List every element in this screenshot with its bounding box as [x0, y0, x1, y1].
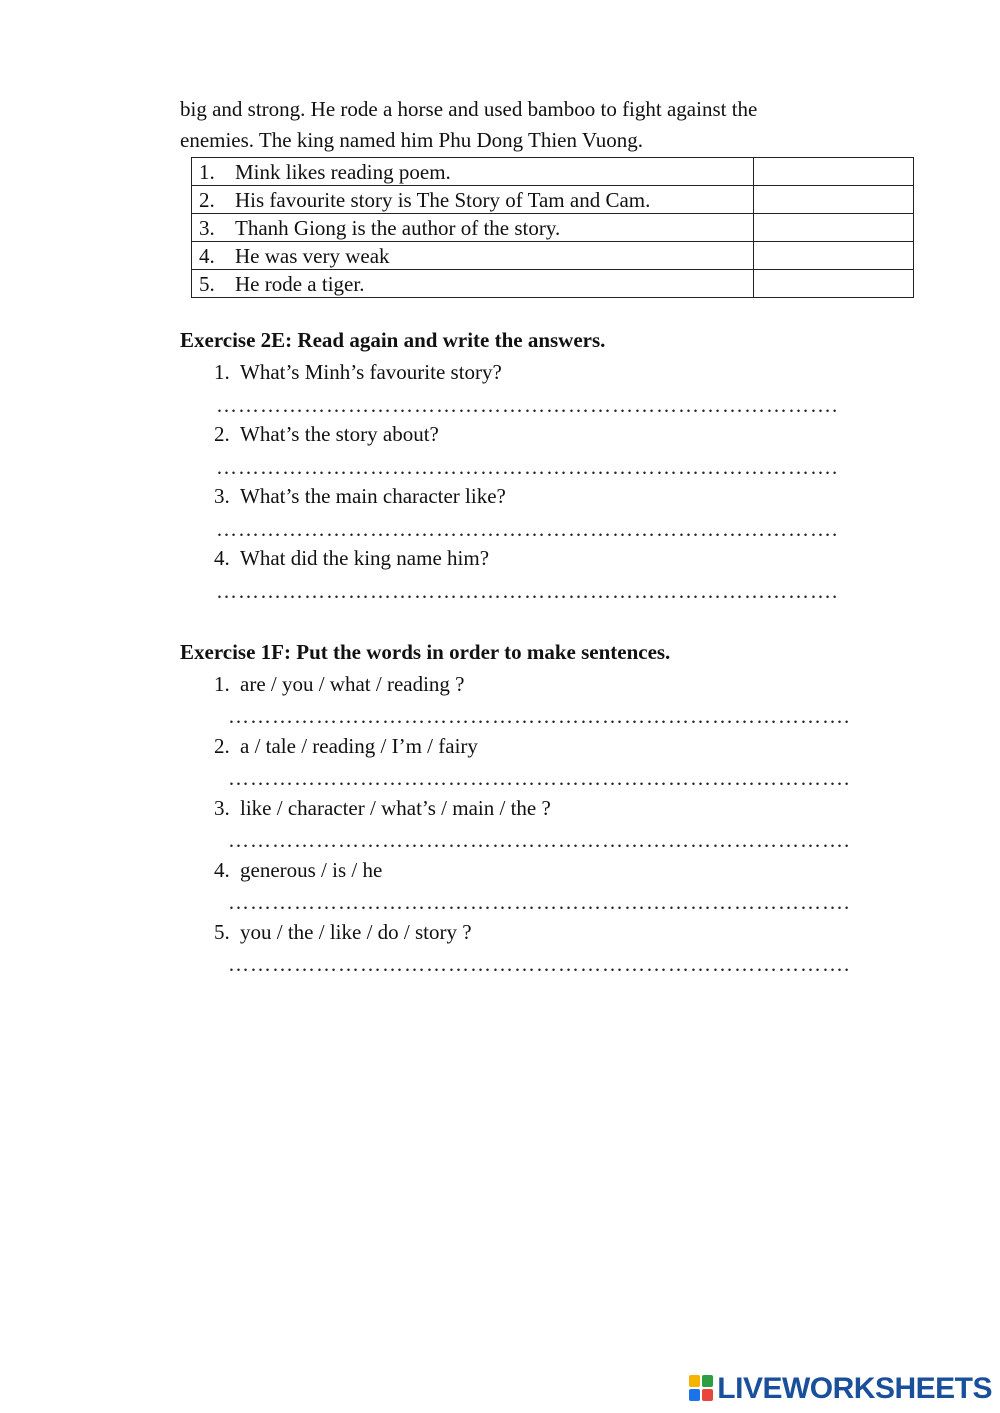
logo-text: LIVEWORKSHEETS [717, 1372, 992, 1405]
item-number: 5. [199, 271, 215, 296]
question [214, 546, 489, 571]
question-text: you / the / like / do / story ? [240, 920, 472, 944]
answer-cell[interactable] [753, 186, 913, 214]
question-number: 3. [214, 796, 230, 820]
item-number: 4. [199, 243, 215, 268]
question-text: a / tale / reading / I’m / fairy [240, 734, 478, 758]
exercise-1f-title: Exercise 1F: Put the words in order to make sentences. [180, 640, 671, 664]
answer-line[interactable]: …………………………………………………………………………. [216, 455, 839, 479]
statement-cell [192, 270, 754, 298]
question-number: 5. [214, 920, 230, 944]
answer-line[interactable]: …………………………………………………………………………. [216, 393, 839, 417]
exercise-2e-title: Exercise 2E: Read again and write the answers. [180, 328, 606, 352]
question-text: What did the king name him? [240, 546, 490, 570]
question [214, 858, 382, 883]
answer-line[interactable]: …………………………………………………………………………. [228, 828, 851, 852]
question [214, 672, 465, 697]
question-text: like / character / what’s / main / the ? [240, 796, 551, 820]
statement-text: Mink likes reading poem. [235, 159, 451, 184]
answer-cell[interactable] [753, 270, 913, 298]
answer-line[interactable]: …………………………………………………………………………. [216, 579, 839, 603]
statement-cell [192, 158, 754, 186]
question [214, 734, 478, 759]
statement-text: Thanh Giong is the author of the story. [235, 215, 561, 240]
answer-cell[interactable] [753, 242, 913, 270]
item-number: 1. [199, 159, 215, 184]
answer-line[interactable]: …………………………………………………………………………. [228, 766, 851, 790]
liveworksheets-logo [689, 1372, 992, 1406]
question [214, 796, 551, 821]
answer-line[interactable]: …………………………………………………………………………. [216, 517, 839, 541]
question-number: 4. [214, 546, 230, 570]
question-text: What’s the main character like? [240, 484, 506, 508]
question [214, 484, 506, 509]
table-row [192, 186, 914, 214]
statement-cell [192, 242, 754, 270]
question-number: 1. [214, 672, 230, 696]
statement-text: He rode a tiger. [235, 271, 365, 296]
table-row [192, 270, 914, 298]
intro-paragraph [180, 94, 757, 156]
intro-line: enemies. The king named him Phu Dong Thien Vuong. [180, 128, 644, 152]
question-number: 3. [214, 484, 230, 508]
table-row [192, 214, 914, 242]
question-number: 2. [214, 734, 230, 758]
answer-cell[interactable] [753, 214, 913, 242]
item-number: 3. [199, 215, 215, 240]
question [214, 360, 502, 385]
question [214, 422, 439, 447]
question [214, 920, 472, 945]
true-false-table [191, 157, 914, 298]
question-number: 1. [214, 360, 230, 384]
intro-line: big and strong. He rode a horse and used bamboo to fight against the [180, 97, 758, 121]
answer-line[interactable]: …………………………………………………………………………. [228, 890, 851, 914]
question-number: 2. [214, 422, 230, 446]
question-number: 4. [214, 858, 230, 882]
table-row [192, 242, 914, 270]
answer-cell[interactable] [753, 158, 913, 186]
item-number: 2. [199, 187, 215, 212]
statement-cell [192, 214, 754, 242]
answer-line[interactable]: …………………………………………………………………………. [228, 704, 851, 728]
statement-text: He was very weak [235, 243, 390, 268]
answer-line[interactable]: …………………………………………………………………………. [228, 952, 851, 976]
question-text: are / you / what / reading ? [240, 672, 465, 696]
statement-text: His favourite story is The Story of Tam and Cam. [235, 187, 651, 212]
logo-squares-icon [689, 1375, 715, 1403]
question-text: What’s the story about? [240, 422, 439, 446]
table-row [192, 158, 914, 186]
question-text: What’s Minh’s favourite story? [240, 360, 502, 384]
statement-cell [192, 186, 754, 214]
question-text: generous / is / he [240, 858, 383, 882]
